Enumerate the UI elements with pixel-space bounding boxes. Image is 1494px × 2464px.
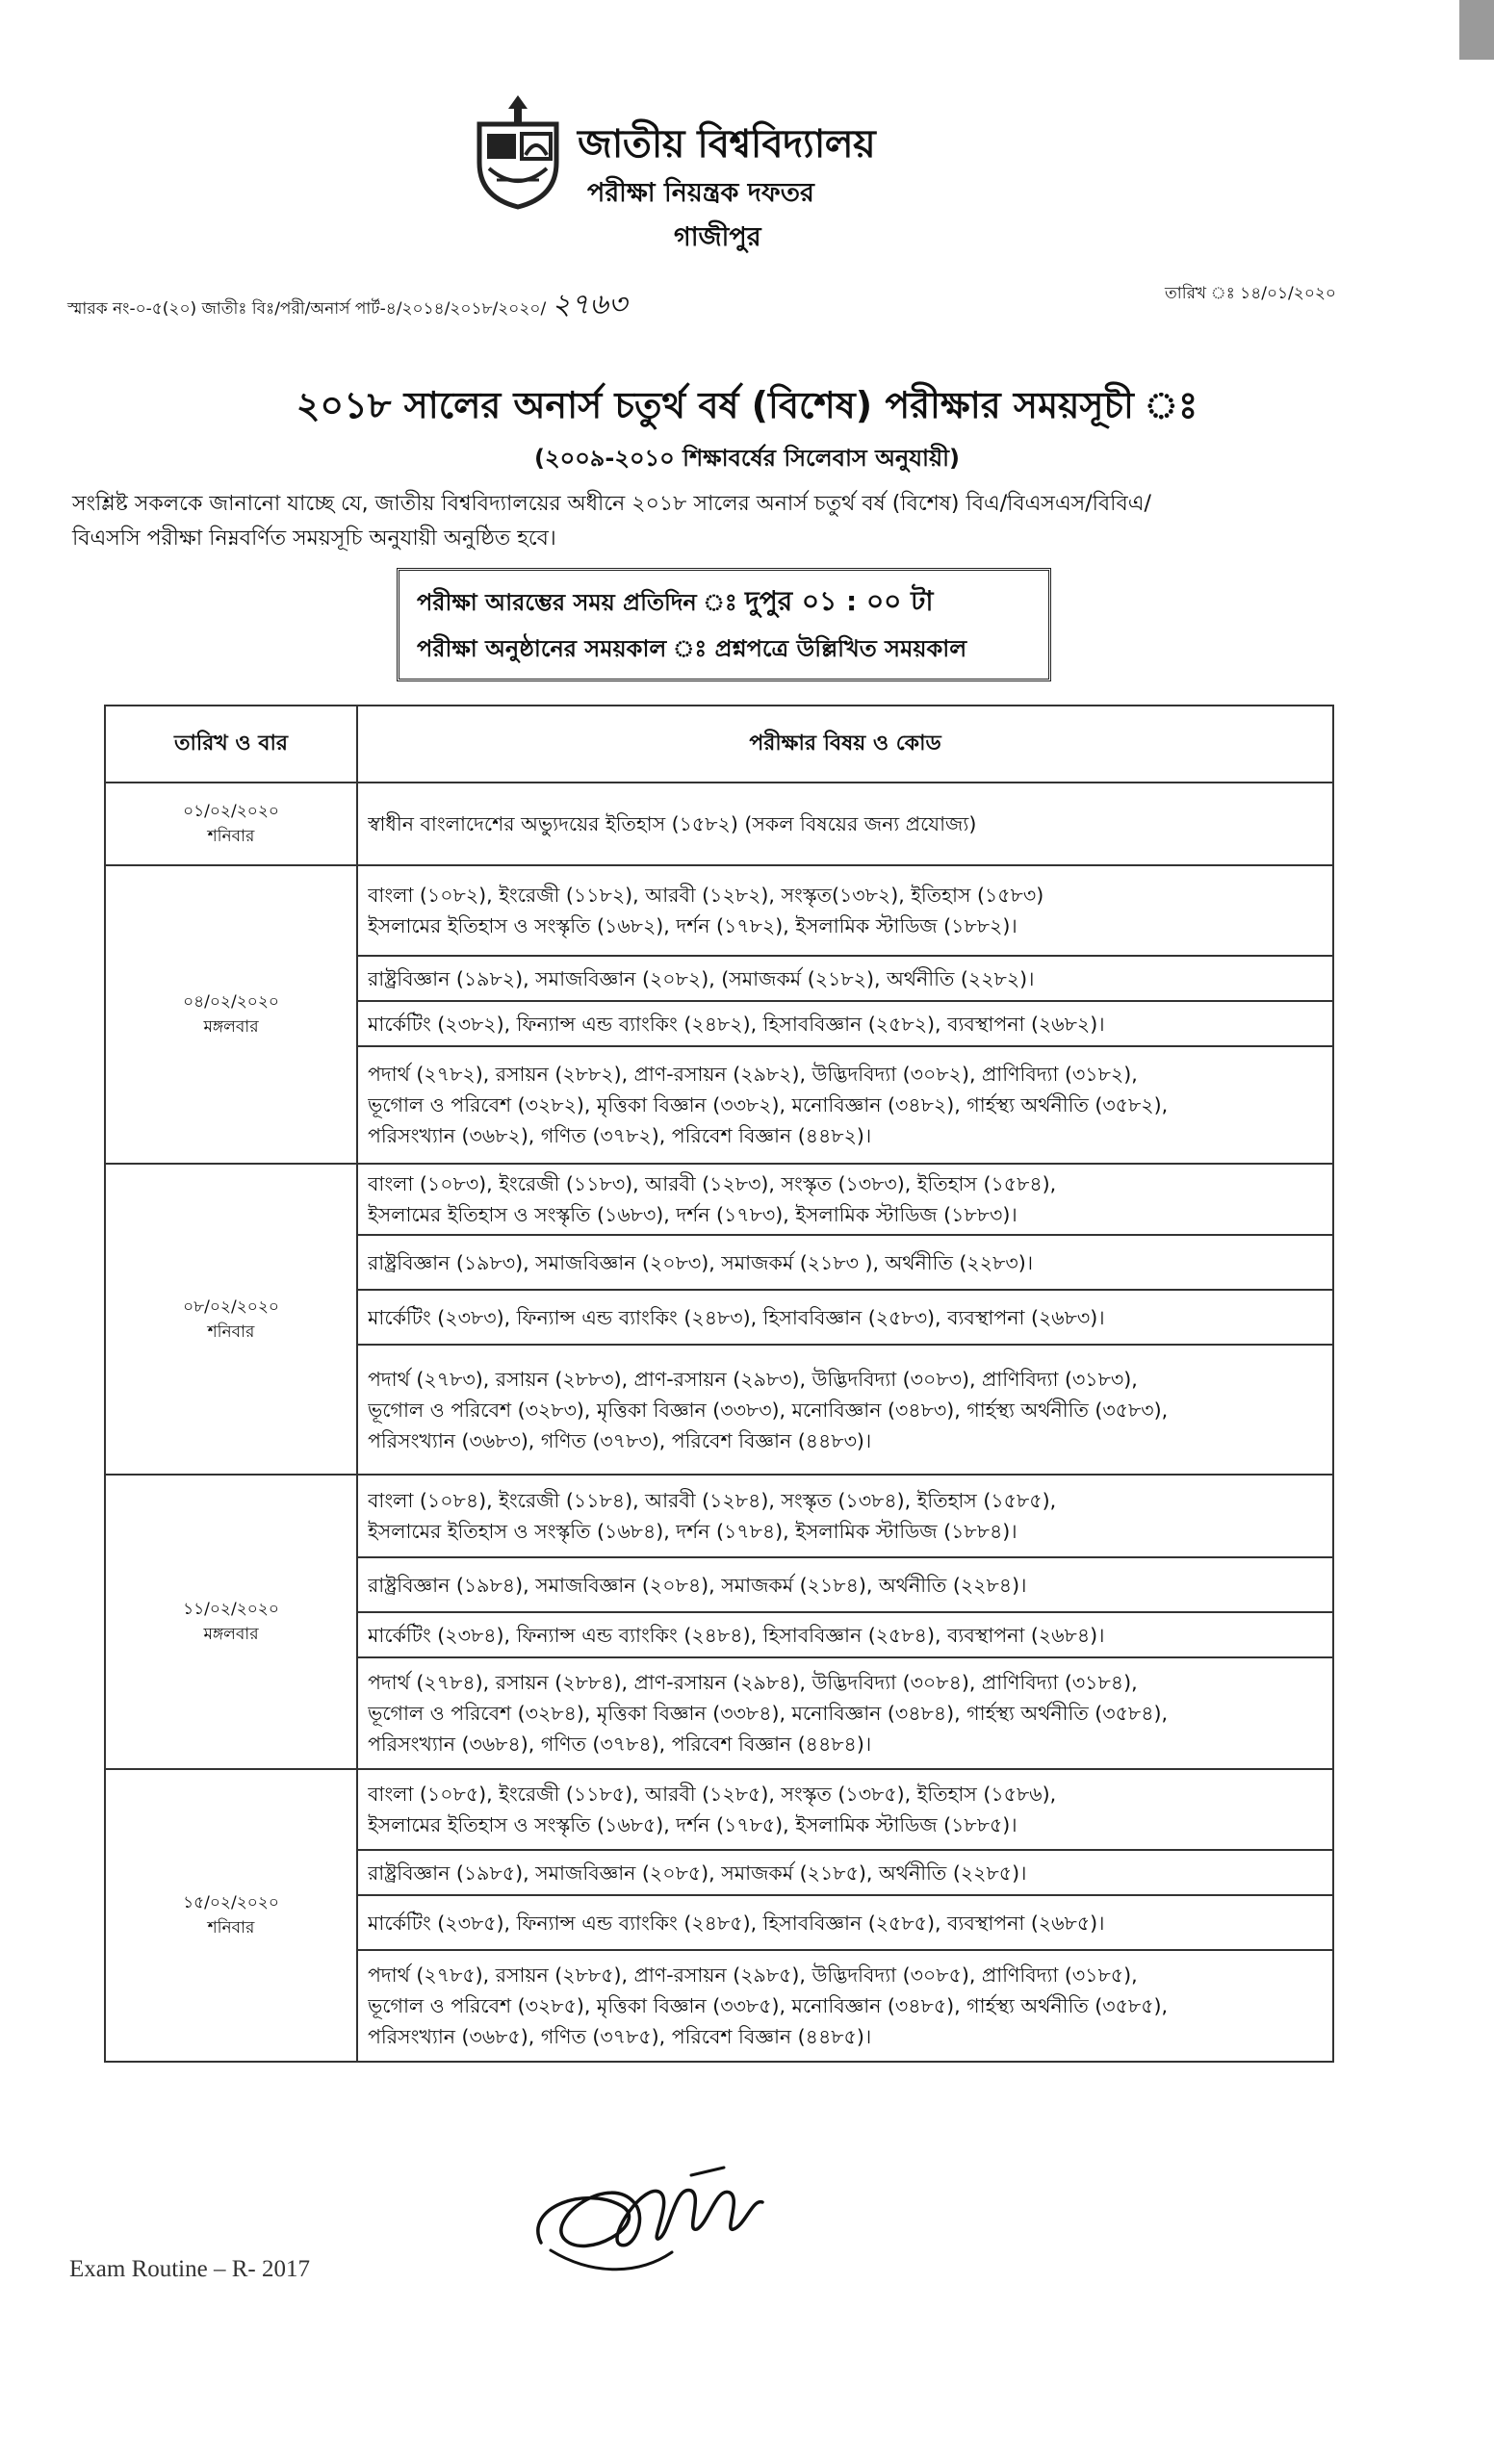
subject-line: ইসলামের ইতিহাস ও সংস্কৃতি (১৬৮৫), দর্শন (১৭৮৫), ইসলামিক স্টাডিজ (১৮৮৫)। (368, 1813, 1017, 1836)
subject-line: মার্কেটিং (২৩৮৫), ফিন্যান্স এন্ড ব্যাংকিং (২৪৮৫), হিসাববিজ্ঞান (২৫৮৫), ব্যবস্থাপনা (২৬৮৫)। (368, 1911, 1105, 1935)
exam-duration-value: প্রশ্নপত্রে উল্লিখিত সময়কাল (714, 635, 967, 662)
university-logo (468, 91, 568, 211)
notice-intro-line: সংশ্লিষ্ট সকলকে জানানো যাচ্ছে যে, জাতীয় বিশ্ববিদ্যালয়ের অধীনে ২০১৮ সালের অনার্স চতুর্থ বর্ষ (বিশেষ) বিএ/বিএসএস/বিবিএ/ (72, 492, 1151, 516)
exam-start-time (417, 578, 1031, 626)
subject-list-cell (357, 1235, 1333, 1290)
exam-weekday: মঙ্গলবার (203, 1017, 259, 1037)
subject-line: রাষ্ট্রবিজ্ঞান (১৯৮৫), সমাজবিজ্ঞান (২০৮৫), সমাজকর্ম (২১৮৫), অর্থনীতি (২২৮৫)। (368, 1861, 1027, 1885)
scan-edge-mark (1459, 0, 1494, 60)
table-row (105, 1164, 1333, 1235)
exam-date-cell (105, 1164, 357, 1475)
subject-list-cell (357, 1164, 1333, 1235)
notice-intro-line: বিএসসি পরীক্ষা নিম্নবর্ণিত সময়সূচি অনুযায়ী অনুষ্ঠিত হবে। (72, 526, 556, 551)
table-row (105, 783, 1333, 865)
university-name: জাতীয় বিশ্ববিদ্যালয় (578, 122, 876, 167)
subject-list-cell (357, 1345, 1333, 1475)
subject-line: ভূগোল ও পরিবেশ (৩২৮২), মৃত্তিকা বিজ্ঞান (৩৩৮২), মনোবিজ্ঞান (৩৪৮২), গার্হস্থ্য অর্থনীতি (৩৫৮২), (368, 1093, 1169, 1116)
subject-line: মার্কেটিং (২৩৮৪), ফিন্যান্স এন্ড ব্যাংকিং (২৪৮৪), হিসাববিজ্ঞান (২৫৮৪), ব্যবস্থাপনা (২৬৮৪)। (368, 1623, 1105, 1647)
subject-line: মার্কেটিং (২৩৮২), ফিন্যান্স এন্ড ব্যাংকিং (২৪৮২), হিসাববিজ্ঞান (২৫৮২), ব্যবস্থাপনা (২৬৮২)। (368, 1012, 1105, 1036)
exam-start-label: পরীক্ষা আরম্ভের সময় প্রতিদিন ঃ (417, 589, 737, 616)
subject-line: রাষ্ট্রবিজ্ঞান (১৯৮২), সমাজবিজ্ঞান (২০৮২), (সমাজকর্ম (২১৮২), অর্থনীতি (২২৮২)। (368, 966, 1035, 990)
table-body (105, 783, 1333, 2062)
exam-date-cell (105, 783, 357, 865)
exam-duration (417, 626, 1031, 672)
table-row (105, 865, 1333, 956)
subject-line: রাষ্ট্রবিজ্ঞান (১৯৮৪), সমাজবিজ্ঞান (২০৮৪), সমাজকর্ম (২১৮৪), অর্থনীতি (২২৮৪)। (368, 1573, 1027, 1597)
subject-line: ভূগোল ও পরিবেশ (৩২৮৪), মৃত্তিকা বিজ্ঞান (৩৩৮৪), মনোবিজ্ঞান (৩৪৮৪), গার্হস্থ্য অর্থনীতি (৩৫৮৪), (368, 1702, 1169, 1725)
subject-line: বাংলা (১০৮৫), ইংরেজী (১১৮৫), আরবী (১২৮৫), সংস্কৃত (১৩৮৫), ইতিহাস (১৫৮৬), (368, 1783, 1057, 1806)
subject-line: বাংলা (১০৮২), ইংরেজী (১১৮২), আরবী (১২৮২), সংস্কৃত(১৩৮২), ইতিহাস (১৫৮৩) (368, 884, 1044, 907)
notice-title: ২০১৮ সালের অনার্স চতুর্থ বর্ষ (বিশেষ) পরীক্ষার সময়সূচী ঃ (296, 384, 1198, 426)
exam-date: ১৫/০২/২০২০ (183, 1893, 279, 1912)
exam-timing-box (397, 568, 1051, 681)
exam-duration-label: পরীক্ষা অনুষ্ঠানের সময়কাল ঃ (417, 635, 708, 662)
exam-routine-table (104, 705, 1334, 2063)
office-name: পরীক্ষা নিয়ন্ত্রক দফতর (587, 178, 814, 208)
subject-line: পদার্থ (২৭৮২), রসায়ন (২৮৮২), প্রাণ-রসায়ন (২৯৮২), উদ্ভিদবিদ্যা (৩০৮২), প্রাণিবিদ্যা (৩১৮২), (368, 1063, 1138, 1086)
subject-line: পরিসংখ্যান (৩৬৮৩), গণিত (৩৭৮৩), পরিবেশ বিজ্ঞান (৪৪৮৩)। (368, 1428, 872, 1452)
office-city: গাজীপুর (674, 222, 761, 252)
subject-line: বাংলা (১০৮৪), ইংরেজী (১১৮৪), আরবী (১২৮৪), সংস্কৃত (১৩৮৪), ইতিহাস (১৫৮৫), (368, 1489, 1057, 1512)
subject-list-cell (357, 1046, 1333, 1164)
subject-list-cell (357, 865, 1333, 956)
exam-weekday: শনিবার (207, 827, 255, 846)
exam-date: ১১/০২/২০২০ (183, 1600, 279, 1619)
subject-line: পদার্থ (২৭৮৪), রসায়ন (২৮৮৪), প্রাণ-রসায়ন (২৯৮৪), উদ্ভিদবিদ্যা (৩০৮৪), প্রাণিবিদ্যা (৩১৮৪), (368, 1671, 1138, 1694)
subject-list-cell (357, 1290, 1333, 1345)
exam-date: ০৪/০২/২০২০ (183, 992, 279, 1012)
subject-line: ভূগোল ও পরিবেশ (৩২৮৩), মৃত্তিকা বিজ্ঞান (৩৩৮৩), মনোবিজ্ঞান (৩৪৮৩), গার্হস্থ্য অর্থনীতি (৩৫৮৩), (368, 1398, 1169, 1422)
exam-weekday: শনিবার (207, 1322, 255, 1342)
memo-reference-number: ২৭৬৩ (552, 288, 628, 321)
subject-list-cell (357, 1475, 1333, 1557)
subject-list-cell (357, 1769, 1333, 1850)
subject-list-cell (357, 1950, 1333, 2062)
memo-reference (67, 281, 627, 330)
exam-date-cell (105, 865, 357, 1164)
column-header-date: তারিখ ও বার (105, 706, 357, 783)
subject-line: বাংলা (১০৮৩), ইংরেজী (১১৮৩), আরবী (১২৮৩), সংস্কৃত (১৩৮৩), ইতিহাস (১৫৮৪), (368, 1172, 1057, 1195)
subject-line: ভূগোল ও পরিবেশ (৩২৮৫), মৃত্তিকা বিজ্ঞান (৩৩৮৫), মনোবিজ্ঞান (৩৪৮৫), গার্হস্থ্য অর্থনীতি (৩৫৮৫), (368, 1994, 1169, 2017)
subject-line: ইসলামের ইতিহাস ও সংস্কৃতি (১৬৮৪), দর্শন (১৭৮৪), ইসলামিক স্টাডিজ (১৮৮৪)। (368, 1520, 1017, 1543)
exam-date: ০১/০২/২০২০ (183, 802, 279, 821)
subject-list-cell (357, 783, 1333, 865)
memo-date: তারিখ ঃ ১৪/০১/২০২০ (1165, 284, 1336, 303)
subject-line: স্বাধীন বাংলাদেশের অভ্যুদয়ের ইতিহাস (১৫৮২) (সকল বিষয়ের জন্য প্রযোজ্য) (368, 812, 977, 835)
subject-list-cell (357, 1895, 1333, 1950)
exam-date-cell (105, 1475, 357, 1769)
memo-reference-text: স্মারক নং-০-৫(২০) জাতীঃ বিঃ/পরী/অনার্স পার্ট-৪/২০১৪/২০১৮/২০২০/ (67, 299, 547, 319)
exam-date: ০৮/০২/২০২০ (183, 1296, 279, 1317)
subject-line: পরিসংখ্যান (৩৬৮৫), গণিত (৩৭৮৫), পরিবেশ বিজ্ঞান (৪৪৮৫)। (368, 2025, 872, 2048)
subject-line: পদার্থ (২৭৮৩), রসায়ন (২৮৮৩), প্রাণ-রসায়ন (২৯৮৩), উদ্ভিদবিদ্যা (৩০৮৩), প্রাণিবিদ্যা (৩১৮৩), (368, 1367, 1138, 1391)
subject-line: রাষ্ট্রবিজ্ঞান (১৯৮৩), সমাজবিজ্ঞান (২০৮৩), সমাজকর্ম (২১৮৩ ), অর্থনীতি (২২৮৩)। (368, 1250, 1034, 1274)
table-header-row (105, 706, 1333, 783)
subject-line: পরিসংখ্যান (৩৬৮৪), গণিত (৩৭৮৪), পরিবেশ বিজ্ঞান (৪৪৮৪)। (368, 1732, 872, 1756)
subject-list-cell (357, 956, 1333, 1001)
subject-line: ইসলামের ইতিহাস ও সংস্কৃতি (১৬৮২), দর্শন (১৭৮২), ইসলামিক স্টাডিজ (১৮৮২)। (368, 914, 1017, 937)
subject-list-cell (357, 1001, 1333, 1046)
subject-line: পরিসংখ্যান (৩৬৮২), গণিত (৩৭৮২), পরিবেশ বিজ্ঞান (৪৪৮২)। (368, 1124, 872, 1147)
subject-list-cell (357, 1850, 1333, 1895)
subject-list-cell (357, 1657, 1333, 1769)
exam-weekday: শনিবার (207, 1918, 255, 1938)
subject-line: পদার্থ (২৭৮৫), রসায়ন (২৮৮৫), প্রাণ-রসায়ন (২৯৮৫), উদ্ভিদবিদ্যা (৩০৮৫), প্রাণিবিদ্যা (৩১৮৫), (368, 1964, 1138, 1987)
table-row (105, 1769, 1333, 1850)
table-row (105, 1475, 1333, 1557)
notice-intro (72, 487, 1333, 556)
footer-label: Exam Routine – R- 2017 (69, 2256, 310, 2282)
notice-subtitle: (২০০৯-২০১০ শিক্ষাবর্ষের সিলেবাস অনুযায়ী) (534, 445, 960, 472)
exam-weekday: মঙ্গলবার (203, 1625, 259, 1644)
subject-line: মার্কেটিং (২৩৮৩), ফিন্যান্স এন্ড ব্যাংকিং (২৪৮৩), হিসাববিজ্ঞান (২৫৮৩), ব্যবস্থাপনা (২৬৮৩)। (368, 1305, 1105, 1329)
exam-start-value: দুপুর ০১ : ০০ টা (745, 585, 934, 617)
subject-list-cell (357, 1557, 1333, 1612)
exam-date-cell (105, 1769, 357, 2062)
subject-list-cell (357, 1612, 1333, 1657)
subject-line: ইসলামের ইতিহাস ও সংস্কৃতি (১৬৮৩), দর্শন (১৭৮৩), ইসলামিক স্টাডিজ (১৮৮৩)। (368, 1203, 1017, 1226)
column-header-subject: পরীক্ষার বিষয় ও কোড (357, 706, 1333, 783)
signature (528, 2150, 768, 2300)
